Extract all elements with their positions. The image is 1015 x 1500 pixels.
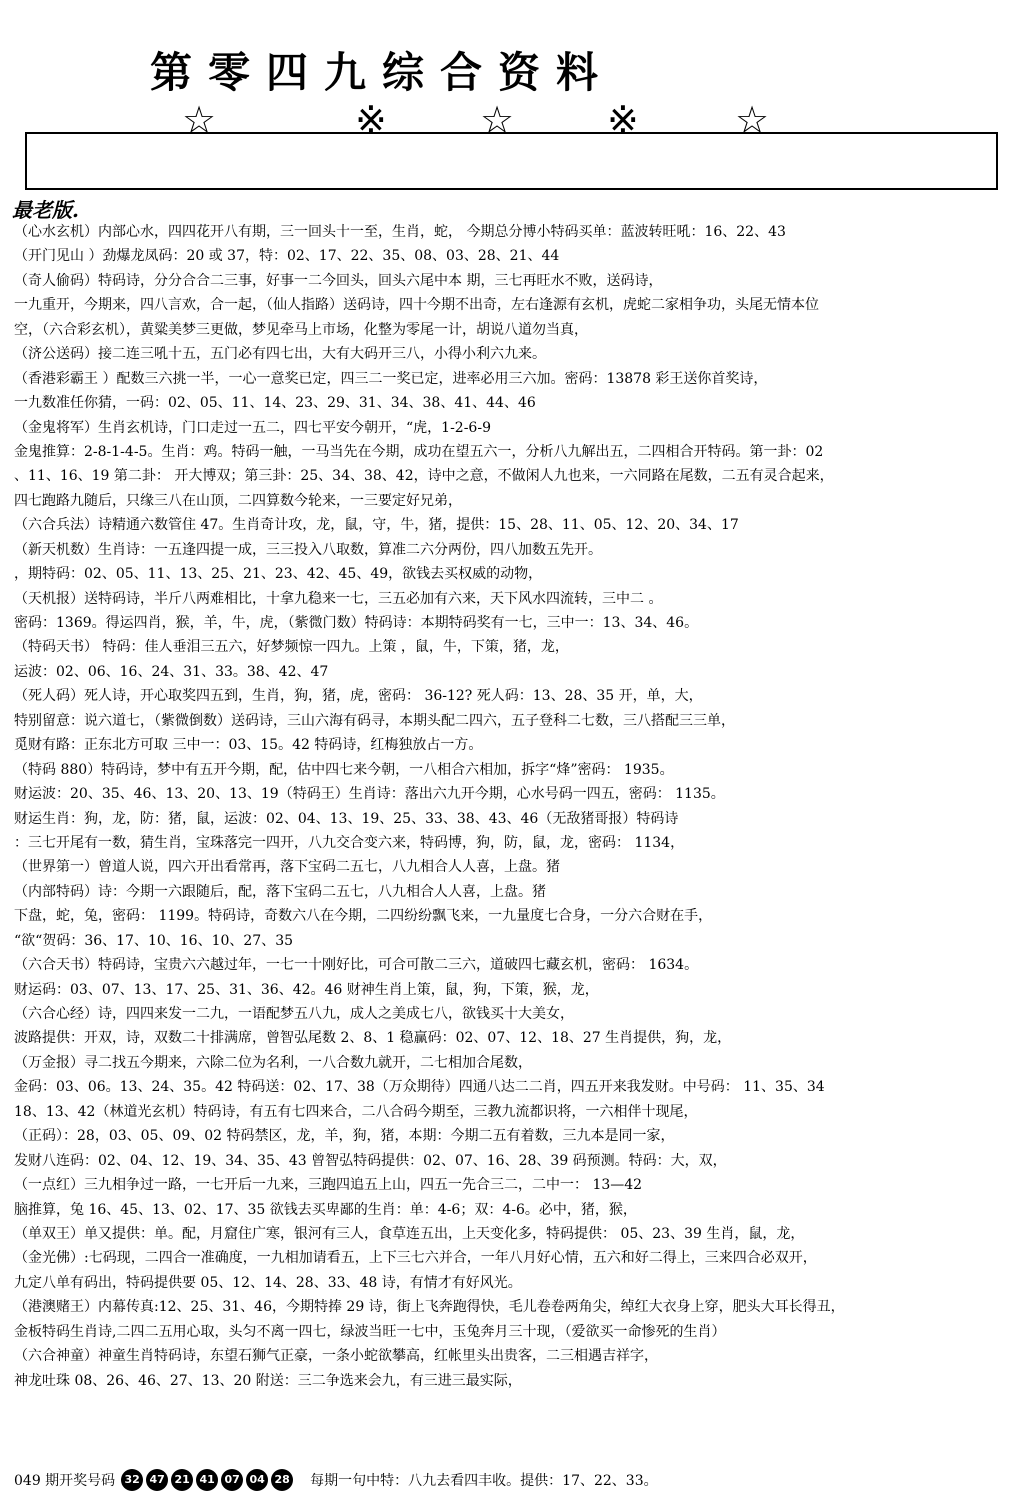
- text-line: 下盘，蛇，兔，密码： 1199。特码诗，奇数六八在今期，二四纷纷飘飞来，一九量度七合身，一分六合财在手，: [14, 908, 713, 925]
- text-line: （六合兵法）诗精通六数管住 47。生肖奇计攻，龙，鼠，守，牛，猪，提供：15、28、11、05、12、20、34、17: [14, 517, 739, 534]
- text-line: 金板特码生肖诗,二四二五用心取，头匀不离一四七，绿波当旺一七中，玉兔奔月三十现，（爱欲买一命惨死的生肖）: [14, 1323, 726, 1340]
- number-ball: 41: [196, 1469, 218, 1491]
- text-line: （香港彩霸王 ）配数三六挑一半，一心一意奖已定，四三二一奖已定，进率必用三六加。密码：13878 彩王送你首奖诗，: [14, 370, 768, 387]
- text-line: （特码 880）特码诗，梦中有五开今期，配，估中四七来今朝，一八相合六相加，拆字“烽”密码： 1935。: [14, 761, 674, 778]
- text-line: ：三七开尾有一数，猜生肖，宝珠落完一四开，八九交合变六来，特码博，狗，防，鼠，龙，密码： 1134，: [14, 834, 685, 851]
- number-ball: 32: [121, 1469, 143, 1491]
- number-ball: 21: [171, 1469, 193, 1491]
- edition-label: 最老版.: [12, 198, 79, 222]
- text-line: （六合心经）诗，四四来发一二九，一语配梦五八九，成人之美成七八，欲钱买十大美女，: [14, 1006, 574, 1022]
- text-line: （金鬼将军）生肖玄机诗，门口走过一五二，四七平安今朝开，“虎，1-2-6-9: [14, 419, 491, 436]
- text-body: [14, 220, 1014, 1393]
- draw-label: 049 期开奖号码: [14, 1473, 116, 1489]
- text-line: （死人码）死人诗，开心取奖四五到，生肖，狗，猪，虎，密码： 36-12? 死人码：13、28、35 开，单，大，: [14, 688, 703, 705]
- text-line: “欲“贺码：36、17、10、16、10、27、35: [14, 932, 294, 949]
- reference-mark-icon: ※: [355, 98, 387, 142]
- blank-box: [25, 132, 998, 190]
- text-line: 一九重开，今期来，四八言欢，合一起，（仙人指路）送码诗，四十今期不出奇，左右逢源有玄机，虎蛇二家相争功，头尾无情本位: [14, 297, 819, 314]
- text-line: （心水玄机）内部心水，四四花开八有期，三一回头十一至，生肖，蛇， 今期总分博小特码买单：蓝波转旺吼：16、22、43: [14, 224, 786, 240]
- page-title: 第零四九综合资料: [150, 48, 615, 97]
- text-line: ，期特码：02、05、11、13、25、21、23、42、45、49，欲钱去买权威的动物，: [14, 566, 543, 583]
- text-line: 财运码：03、07、13、17、25、31、36、42。46 财神生肖上策，鼠，狗，下策，猴，龙，: [14, 981, 599, 998]
- text-line: （单双王）单又提供：单。配，月窟住广寒，银河有三人，食草连五出，上天变化多，特码提供： 05、23、39 生肖，鼠，龙，: [14, 1225, 805, 1242]
- text-line: 运波：02、06、16、24、31、33。38、42、47: [14, 663, 329, 680]
- text-line: 九定八单有码出，特码提供要 05、12、14、28、33、48 诗，有情才有好风光。: [14, 1274, 522, 1291]
- text-line: 四七跑路九随后，只缘三八在山顶，二四算数今轮来，一三要定好兄弟，: [14, 492, 462, 509]
- text-line: （奇人偷码）特码诗，分分合合二三事，好事一二今回头，回头六尾中本 期，三七再旺水不败，送码诗，: [14, 272, 663, 289]
- text-line: 金码：03、06。13、24、35。42 特码送：02、17、38（万众期待）四通八达二二肖，四五开来我发财。中号码： 11、35、34: [14, 1079, 825, 1096]
- text-line: （济公送码）接二连三吼十五，五门必有四七出，大有大码开三八，小得小利六九来。: [14, 346, 546, 363]
- text-line: （新天机数）生肖诗：一五逢四提一成，三三投入八取数，算准二六分两份，四八加数五先开。: [14, 541, 602, 558]
- text-line: （万金报）寻二找五今期来，六除二位为名利，一八合数九就开，二七相加合尾数，: [14, 1054, 532, 1071]
- text-line: 觅财有路：正东北方可取 三中一：03、15。42 特码诗，红梅独放占一方。: [14, 737, 483, 754]
- text-line: 、11、16、19 第二卦： 开大博双；第三卦：25、34、38、42，诗中之意，不做闲人九也来，一六同路在尾数，二五有灵合起来，: [14, 468, 834, 485]
- text-line: （六合神童）神童生肖特码诗，东望石狮气正豪，一条小蛇欲攀高，红帐里头出贵客，二三相遇吉祥字，: [14, 1348, 658, 1365]
- text-line: 空，（六合彩玄机），黄粱美梦三更做，梦见牵马上市场，化整为零尾一计，胡说八道勿当真，: [14, 321, 588, 338]
- number-ball: 28: [271, 1469, 293, 1491]
- text-line: （六合天书）特码诗，宝贵六六越过年，一七一十刚好比，可合可散二三六，道破四七藏玄机，密码： 1634。: [14, 957, 699, 974]
- text-line: （金光佛）:七码现，二四合一准确度，一九相加请看五，上下三七六并合，一年八月好心情，五六和好二得上，三来四合必双开，: [14, 1250, 817, 1267]
- reference-mark-icon: ※: [607, 98, 639, 142]
- footer-draw-line: [14, 1465, 1014, 1495]
- text-line: （世界第一）曾道人说，四六开出看常再，落下宝码二五七，八九相合人人喜，上盘。猪: [14, 859, 560, 876]
- text-line: （正码）：28，03、05、09、02 特码禁区，龙，羊，狗，猪，本期：今期二五有着数，三九本是同一家，: [14, 1128, 675, 1145]
- text-line: 波路提供：开双，诗，双数二十排满席，曾智弘尾数 2、8、1 稳赢码：02、07、12、18、27 生肖提供，狗，龙，: [14, 1030, 732, 1047]
- text-line: （一点红）三九相争过一路，一七开后一九来，三跑四追五上山，四五一先合三二，二中一： 13—42: [14, 1177, 643, 1194]
- star-icon: ☆: [182, 98, 217, 142]
- number-ball: 07: [221, 1469, 243, 1491]
- star-icon: ☆: [735, 98, 770, 142]
- text-line: 一九数准任你猜，一码：02、05、11、14、23、29、31、34、38、41、44、46: [14, 395, 536, 412]
- text-line: 神龙吐珠 08、26、46、27、13、20 附送：三二争选来会九，有三进三最实际，: [14, 1372, 522, 1389]
- number-ball: 04: [246, 1469, 268, 1491]
- star-icon: ☆: [480, 98, 515, 142]
- text-line: 脑推算，兔 16、45、13、02、17、35 欲钱去买卑鄙的生肖：单：4-6；双：4-6。必中，猪，猴，: [14, 1201, 637, 1218]
- text-line: （天机报）送特码诗，半斤八两难相比，十拿九稳来一七，三五必加有六来，天下风水四流转，三中二 。: [14, 590, 663, 607]
- draw-numbers: [121, 1469, 296, 1491]
- text-line: （特码天书） 特码：佳人垂泪三五六，好梦频惊一四九。上策 ，鼠，牛，下策，猪，龙，: [14, 639, 569, 656]
- text-line: 密码：1369。得运四肖，猴，羊，牛，虎，（紫微门数）特码诗：本期特码奖有一七，三中一：13、34、46。: [14, 615, 699, 631]
- text-line: （内部特码）诗：今期一六跟随后，配，落下宝码二五七，八九相合人人喜，上盘。猪: [14, 883, 546, 900]
- text-line: （港澳赌王）内幕传真:12、25、31、46，今期特捧 29 诗，街上飞奔跑得快，毛儿卷卷两角尖，绰红大衣身上穿，肥头大耳长得丑，: [14, 1299, 845, 1316]
- text-line: 18、13、42（林道光玄机）特码诗，有五有七四来合，二八合码今期至，三教九流都识将，一六相伴十现尾，: [14, 1103, 698, 1120]
- number-ball: 47: [146, 1469, 168, 1491]
- text-line: （开门见山 ）劲爆龙凤码：20 或 37，特：02、17、22、35、08、03、28、21、44: [14, 248, 560, 265]
- footer-tail: 每期一句中特：八九去看四丰收。提供：17、22、33。: [310, 1473, 658, 1489]
- text-line: 金鬼推算：2-8-1-4-5。生肖：鸡。特码一触，一马当先在今期，成功在望五六一，分析八九解出五，二四相合开特码。第一卦：02: [14, 443, 824, 460]
- text-line: 特别留意：说六道七，（紫微倒数）送码诗，三山六海有码寻，本期头配二四六，五子登科二七数，三八搭配三三单，: [14, 712, 735, 729]
- text-line: 财运波：20、35、46、13、20、13、19（特码王）生肖诗：落出六九开今期，心水号码一四五，密码： 1135。: [14, 786, 725, 803]
- text-line: 发财八连码：02、04、12、19、34、35、43 曾智弘特码提供：02、07、16、28、39 码预测。特码：大，双，: [14, 1152, 727, 1169]
- text-line: 财运生肖：狗，龙，防：猪，鼠，运波：02、04、13、19、25、33、38、43、46（无敌猪哥报）特码诗: [14, 810, 679, 827]
